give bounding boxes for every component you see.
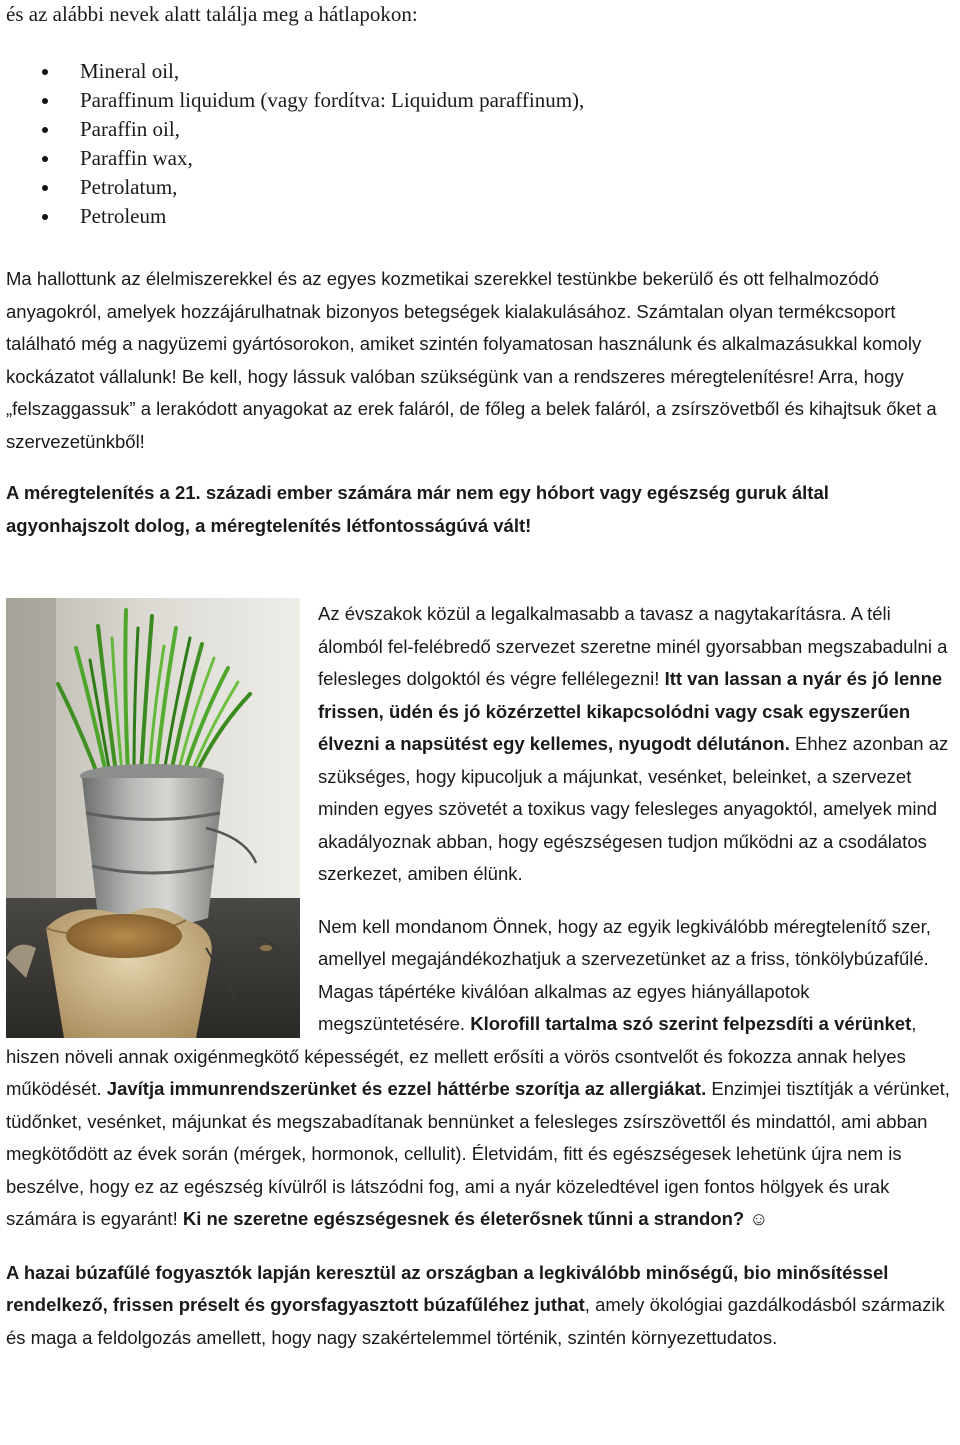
smiley-icon: ☺ — [744, 1208, 769, 1229]
list-item — [6, 86, 956, 115]
text-run: , hiszen növeli annak oxigénmegkötő képességét, ez mellett erősíti a vörös csontvelőt és fokozza annak helyes működését. — [6, 1013, 917, 1099]
paragraph-detox-headline — [6, 477, 956, 542]
document-page — [6, 0, 956, 1354]
list-item-text: Mineral oil, — [80, 59, 180, 83]
text-run: , amely ökológiai gazdálkodásból származik és maga a feldolgozás amellett, hogy nagy szakértelemmel történik, szintén környezettudatos. — [6, 1294, 945, 1348]
list-item-text: Paraffinum liquidum (vagy fordítva: Liquidum paraffinum), — [80, 88, 585, 112]
bullet-icon — [42, 156, 48, 162]
list-item-text: Petroleum — [80, 204, 167, 228]
list-item-text: Paraffin wax, — [80, 146, 193, 170]
list-item-text: Petrolatum, — [80, 175, 178, 199]
list-item — [6, 57, 956, 86]
text-run: Nem kell mondanom Önnek, hogy az egyik legkiválóbb méregtelenítő szer, amellyel megajándékozhatjuk a szervezetünket az a friss, tönkölybúzafűlé. Magas tápértéke kiválóan alkalmas az egyes hiányállapotok megszüntetésére. — [318, 915, 931, 1034]
list-item — [6, 173, 956, 202]
headline-bold: A méregtelenítés a 21. századi ember számára már nem egy hóbort vagy egészség guruk által agyonhajszolt dolog, a méregtelenítés létfontosságúvá vált! — [6, 482, 829, 536]
ingredient-name-list — [6, 57, 956, 231]
text-run-bold: Ki ne szeretne egészségesnek és életerősnek tűnni a strandon? — [182, 1208, 745, 1229]
text-run-bold: A hazai búzafűlé fogyasztók lapján keresztül az országban a legkiválóbb minőségű, bio minősítéssel rendelkező, frissen préselt és gyorsfagyasztott búzafűléhez juthat — [6, 1261, 889, 1315]
bullet-icon — [42, 127, 48, 133]
bullet-icon — [42, 69, 48, 75]
bullet-icon — [42, 98, 48, 104]
text-run-bold: Itt van lassan a nyár és jó lenne frissen, üdén és jó közérzettel kikapcsolódni vagy csak egyszerűen élvezni a napsütést egy kellemes, nyugodt délutánon. — [318, 668, 943, 754]
text-run: Ehhez azonban az szükséges, hogy kipucoljuk a májunkat, vesénket, beleinket, a szervezet minden egyes szövetét a toxikus vagy felesleges anyagoktól, amelyek mind akadályoznak abban, hogy egészségesen tudjon működni az a csodálatos szerkezet, amiben élünk. — [318, 733, 949, 884]
list-item-text: Paraffin oil, — [80, 117, 180, 141]
text-run-bold: Klorofill tartalma szó szerint felpezsdíti a vérünket — [470, 1013, 912, 1034]
text-run: Enzimjei tisztítják a vérünket, tüdőnket, vesénket, májunkat és megszabadítanak bennünket a felesleges zsírszövettől és mindattól, ami abban megkötődött az évek során (mérgek, hormonok, cellulit). Életvidám, fitt és egészségesek lehetünk újra nem is beszélve, hogy ez az egészség kívülről is látszódni fog, ami a nyár közeledtével igen fontos hölgyek és urak számára is egyaránt! — [6, 1078, 950, 1229]
intro-line: és az alábbi nevek alatt találja meg a hátlapokon: — [6, 2, 418, 26]
text-run-bold: Javítja immunrendszerünket és ezzel háttérbe szorítja az allergiákat. — [106, 1078, 707, 1099]
text-run: Az évszakok közül a legalkalmasabb a tavasz a nagytakarításra. A téli álomból fel-felébredő szervezet szeretne minél gyorsabban megszabadulni a felesleges dolgoktól és végre fellélegezni! — [318, 603, 948, 689]
paragraph-wheatgrass-source — [6, 1257, 956, 1355]
bullet-icon — [42, 185, 48, 191]
photo-text-section — [6, 598, 956, 1236]
list-item — [6, 115, 956, 144]
paragraph-detox-intro: Ma hallottunk az élelmiszerekkel és az egyes kozmetikai szerekkel testünkbe bekerülő és ott felhalmozódó anyagokról, amelyek hozzájárulhatnak bizonyos betegségek kialakulásához. Számtalan olyan termékcsoport található még a nagyüzemi gyártósorokon, amiket szintén folyamatosan használunk és alkalmazásukkal komoly kockázatot vállalunk! Be kell, hogy lássuk valóban szükségünk van a rendszeres méregtelenítésre! Arra, hogy „felszaggassuk” a lerakódott anyagokat az erek faláról, de főleg a belek faláról, a zsírszövetből és kihajtsuk őket a szervezetünkből! — [6, 268, 937, 452]
wheatgrass-pot-and-grain-sack-photo-icon — [6, 598, 300, 1038]
list-item — [6, 202, 956, 231]
list-item — [6, 144, 956, 173]
bullet-icon — [42, 214, 48, 220]
